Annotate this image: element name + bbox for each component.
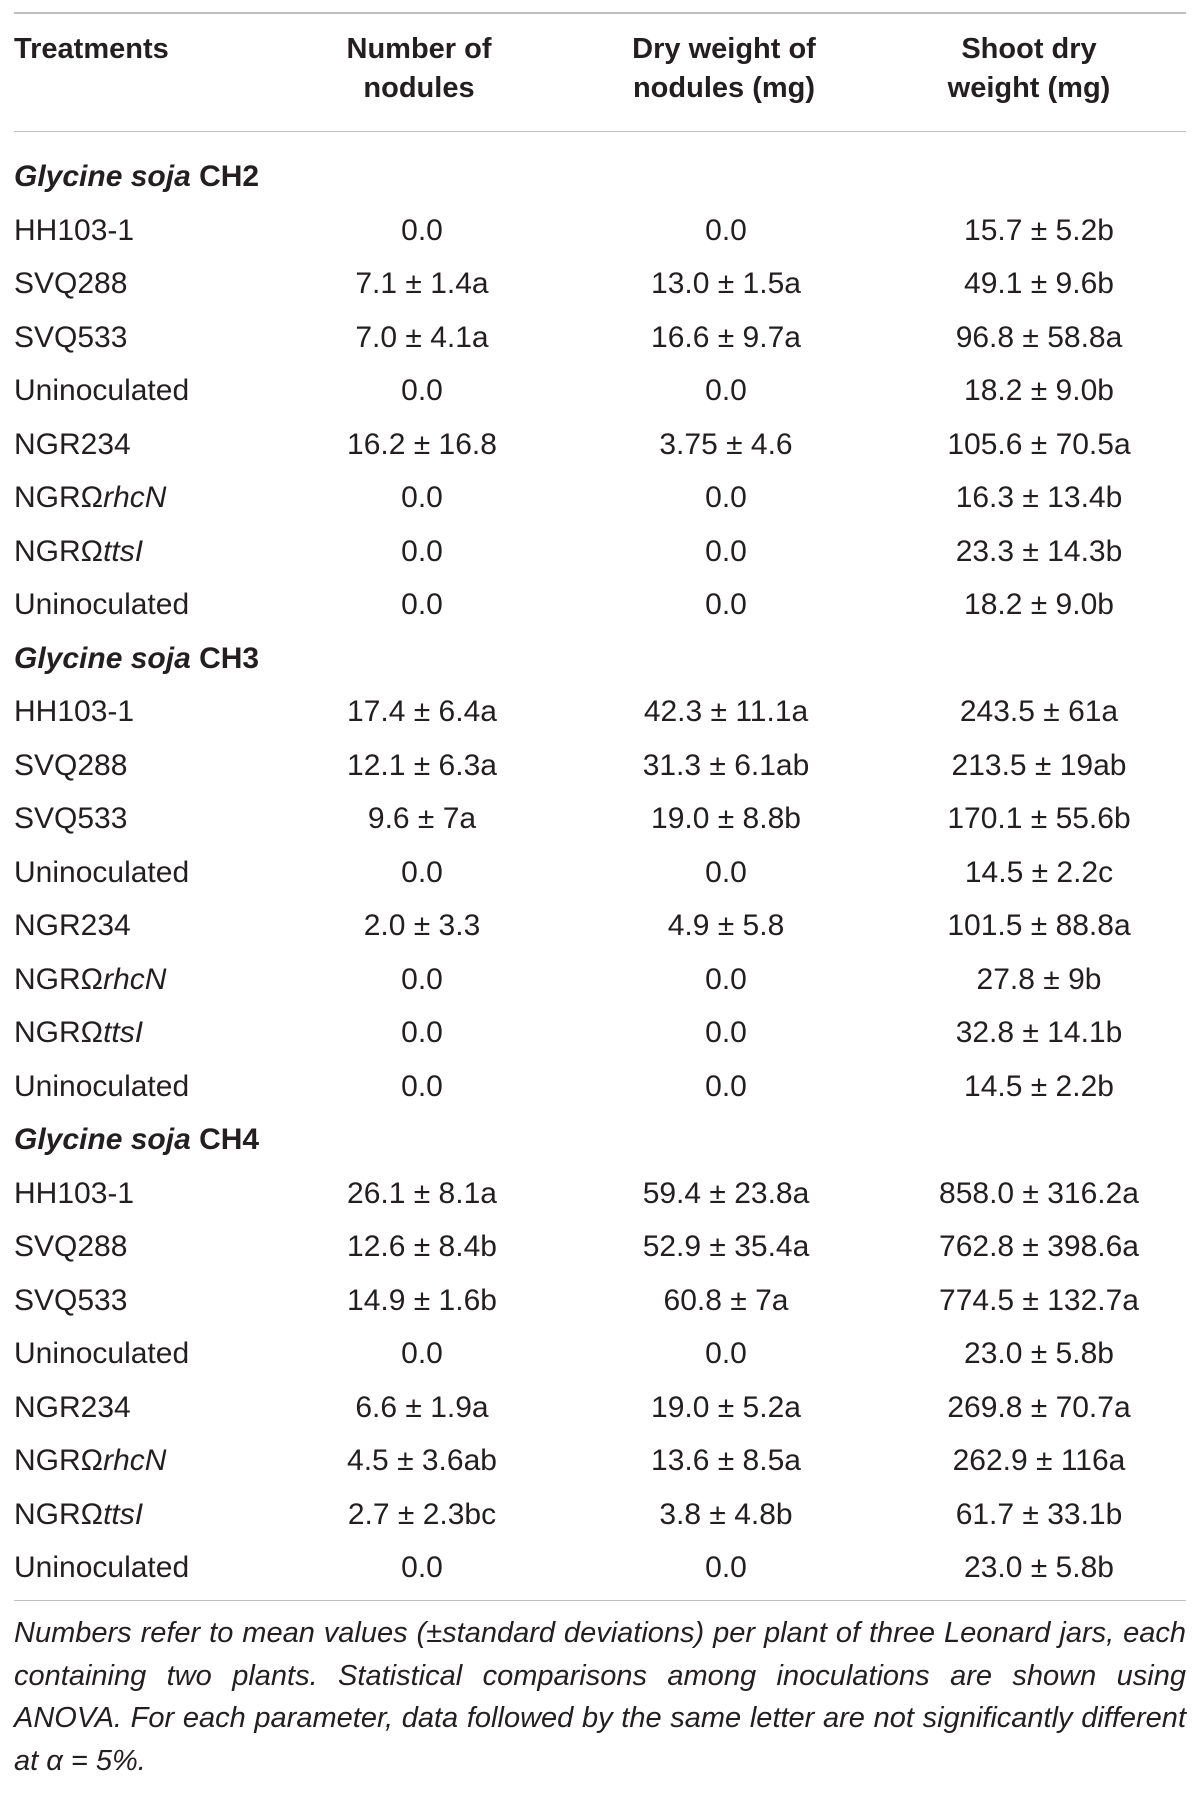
nodule-count-cell: 0.0	[401, 534, 443, 568]
treatment-cell: NGR234	[14, 427, 131, 461]
table-row	[14, 471, 1186, 525]
treatment-cell: SVQ288	[14, 748, 128, 782]
table-row	[14, 685, 1186, 739]
gene-name: rhcN	[103, 481, 167, 514]
table-row	[14, 899, 1186, 953]
table-footnote: Numbers refer to mean values (±standard deviations) per plant of three Leonard jars, each containing two plants. Statistical comparisons among inoculations are shown using ANOVA. For each parameter, data followed by the same letter are not significantly different at α = 5%.	[14, 1617, 1186, 1777]
gene-name: rhcN	[103, 1444, 167, 1477]
treatment-cell: Uninoculated	[14, 374, 190, 407]
strain-prefix: NGRΩ	[14, 1497, 104, 1531]
table-row	[14, 525, 1186, 579]
nodule-count-cell: 2.0 ± 3.3	[363, 909, 481, 942]
table-bottom-rule	[14, 1600, 1186, 1601]
table-row	[14, 578, 1186, 632]
nodule-dry-weight-cell: 59.4 ± 23.8a	[642, 1176, 810, 1210]
nodule-dry-weight-cell: 4.9 ± 5.8	[667, 909, 785, 942]
header-bottom-rule	[14, 131, 1186, 132]
nodule-dry-weight-cell: 13.0 ± 1.5a	[651, 267, 801, 300]
shoot-dry-weight-cell: 23.3 ± 14.3b	[955, 534, 1123, 568]
nodule-dry-weight-cell: 3.75 ± 4.6	[659, 427, 793, 461]
nodule-count-cell: 4.5 ± 3.6ab	[347, 1444, 497, 1477]
nodule-dry-weight-cell: 3.8 ± 4.8b	[659, 1497, 793, 1531]
shoot-dry-weight-cell: 15.7 ± 5.2b	[964, 213, 1114, 247]
shoot-dry-weight-cell: 101.5 ± 88.8a	[947, 909, 1131, 942]
nodule-count-cell: 2.7 ± 2.3bc	[347, 1497, 497, 1531]
shoot-dry-weight-cell: 32.8 ± 14.1b	[955, 1016, 1123, 1049]
table-row	[14, 204, 1186, 258]
nodule-dry-weight-cell: 0.0	[705, 1551, 747, 1584]
nodule-dry-weight-cell: 0.0	[705, 588, 747, 621]
nodule-dry-weight-cell: 0.0	[705, 1016, 747, 1049]
nodule-count-cell: 7.0 ± 4.1a	[355, 320, 489, 354]
shoot-dry-weight-cell: 96.8 ± 58.8a	[955, 320, 1123, 354]
group-label	[14, 1113, 259, 1167]
table-row	[14, 1327, 1186, 1381]
treatment-cell: HH103-1	[14, 695, 135, 728]
nodule-count-cell: 0.0	[401, 213, 443, 247]
shoot-dry-weight-cell: 18.2 ± 9.0b	[964, 588, 1114, 621]
strain-prefix: NGRΩ	[14, 481, 104, 514]
treatment-cell	[14, 1488, 143, 1542]
treatment-cell: Uninoculated	[14, 855, 190, 889]
treatment-cell	[14, 1434, 166, 1488]
nodule-count-cell: 9.6 ± 7a	[367, 802, 477, 835]
nodule-count-cell: 16.2 ± 16.8	[347, 427, 497, 461]
shoot-dry-weight-cell: 170.1 ± 55.6b	[947, 802, 1131, 835]
nodule-dry-weight-cell: 0.0	[705, 481, 747, 514]
treatment-cell	[14, 953, 166, 1007]
nodule-count-cell: 7.1 ± 1.4a	[355, 267, 489, 300]
nodule-dry-weight-cell: 16.6 ± 9.7a	[651, 320, 801, 354]
nodule-count-cell: 0.0	[401, 1337, 443, 1370]
shoot-dry-weight-cell: 774.5 ± 132.7a	[939, 1283, 1139, 1317]
treatment-cell: Uninoculated	[14, 1551, 190, 1584]
species-name: Glycine soja	[14, 1123, 191, 1156]
treatment-cell: SVQ288	[14, 267, 128, 300]
nodule-count-cell: 6.6 ± 1.9a	[355, 1390, 489, 1424]
line-name: CH3	[190, 641, 260, 675]
nodule-dry-weight-cell: 0.0	[705, 1337, 747, 1370]
nodule-count-cell: 12.1 ± 6.3a	[347, 748, 497, 782]
nodule-dry-weight-cell: 0.0	[705, 534, 747, 568]
table-row	[14, 792, 1186, 846]
nodule-dry-weight-cell: 31.3 ± 6.1ab	[642, 748, 810, 782]
shoot-dry-weight-cell: 762.8 ± 398.6a	[939, 1230, 1139, 1263]
shoot-dry-weight-cell: 243.5 ± 61a	[959, 695, 1119, 728]
nodule-count-cell: 0.0	[401, 1016, 443, 1049]
table-top-rule	[14, 12, 1186, 14]
treatment-cell: HH103-1	[14, 1176, 135, 1210]
gene-name: ttsI	[103, 1497, 144, 1531]
shoot-dry-weight-cell: 14.5 ± 2.2c	[964, 855, 1114, 889]
gene-name: ttsI	[103, 534, 144, 568]
nodule-dry-weight-cell: 0.0	[705, 374, 747, 407]
shoot-dry-weight-cell: 23.0 ± 5.8b	[964, 1337, 1114, 1370]
treatment-cell: NGR234	[14, 1390, 131, 1424]
nodule-count-cell: 26.1 ± 8.1a	[347, 1176, 497, 1210]
nodule-count-cell: 0.0	[401, 962, 443, 996]
group-header	[14, 150, 1186, 204]
species-name: Glycine soja	[14, 641, 191, 675]
group-label	[14, 150, 259, 204]
shoot-dry-weight-cell: 213.5 ± 19ab	[951, 748, 1127, 782]
strain-prefix: NGRΩ	[14, 1016, 104, 1049]
treatment-cell: SVQ288	[14, 1230, 128, 1263]
shoot-dry-weight-cell: 269.8 ± 70.7a	[947, 1390, 1131, 1424]
strain-prefix: NGRΩ	[14, 534, 104, 568]
shoot-dry-weight-cell: 16.3 ± 13.4b	[955, 481, 1123, 514]
nodule-dry-weight-cell: 13.6 ± 8.5a	[651, 1444, 801, 1477]
shoot-dry-weight-cell: 18.2 ± 9.0b	[964, 374, 1114, 407]
nodule-count-cell: 0.0	[401, 481, 443, 514]
shoot-dry-weight-cell: 27.8 ± 9b	[976, 962, 1102, 996]
line-name: CH4	[190, 1123, 260, 1156]
treatment-cell: HH103-1	[14, 213, 135, 247]
treatment-cell: Uninoculated	[14, 1069, 190, 1103]
table-row	[14, 1541, 1186, 1595]
table-row	[14, 364, 1186, 418]
strain-prefix: NGRΩ	[14, 962, 104, 996]
table-row	[14, 1274, 1186, 1328]
header-treatments: Treatments	[14, 33, 169, 65]
table-row	[14, 1060, 1186, 1114]
nodule-dry-weight-cell: 0.0	[705, 855, 747, 889]
table-row	[14, 311, 1186, 365]
nodule-count-cell: 12.6 ± 8.4b	[347, 1230, 497, 1263]
table-row	[14, 1381, 1186, 1435]
nodule-dry-weight-cell: 0.0	[705, 213, 747, 247]
nodule-count-cell: 0.0	[401, 855, 443, 889]
table-row	[14, 1220, 1186, 1274]
table-row	[14, 1434, 1186, 1488]
table-row	[14, 1488, 1186, 1542]
nodule-dry-weight-cell: 0.0	[705, 962, 747, 996]
nodule-count-cell: 0.0	[401, 1551, 443, 1584]
shoot-dry-weight-cell: 105.6 ± 70.5a	[947, 427, 1131, 461]
treatment-cell	[14, 525, 143, 579]
header-dry-weight-nodules: Dry weight of nodules (mg)	[632, 33, 816, 104]
treatment-cell: SVQ533	[14, 802, 128, 835]
nodule-dry-weight-cell: 0.0	[705, 1069, 747, 1103]
shoot-dry-weight-cell: 858.0 ± 316.2a	[939, 1176, 1139, 1210]
table-row	[14, 846, 1186, 900]
table-body	[14, 150, 1186, 1595]
nodule-dry-weight-cell: 19.0 ± 8.8b	[651, 802, 801, 835]
table-row	[14, 257, 1186, 311]
nodule-count-cell: 0.0	[401, 1069, 443, 1103]
group-header	[14, 632, 1186, 686]
nodule-count-cell: 17.4 ± 6.4a	[347, 695, 497, 728]
shoot-dry-weight-cell: 14.5 ± 2.2b	[964, 1069, 1114, 1103]
treatment-cell	[14, 471, 166, 525]
gene-name: ttsI	[103, 1016, 144, 1049]
shoot-dry-weight-cell: 49.1 ± 9.6b	[964, 267, 1114, 300]
group-label	[14, 632, 259, 686]
species-name: Glycine soja	[14, 160, 191, 193]
nodule-dry-weight-cell: 60.8 ± 7a	[663, 1283, 789, 1317]
treatment-cell: SVQ533	[14, 320, 128, 354]
table-row	[14, 953, 1186, 1007]
nodule-count-cell: 0.0	[401, 374, 443, 407]
gene-name: rhcN	[103, 962, 167, 996]
header-number-of-nodules: Number of nodules	[346, 33, 492, 104]
table-row	[14, 1006, 1186, 1060]
group-header	[14, 1113, 1186, 1167]
treatment-cell: Uninoculated	[14, 1337, 190, 1370]
treatment-cell: Uninoculated	[14, 588, 190, 621]
nodule-dry-weight-cell: 52.9 ± 35.4a	[642, 1230, 810, 1263]
treatment-cell: NGR234	[14, 909, 131, 942]
nodule-dry-weight-cell: 19.0 ± 5.2a	[651, 1390, 801, 1424]
nodule-count-cell: 0.0	[401, 588, 443, 621]
shoot-dry-weight-cell: 61.7 ± 33.1b	[955, 1497, 1123, 1531]
strain-prefix: NGRΩ	[14, 1444, 104, 1477]
nodule-dry-weight-cell: 42.3 ± 11.1a	[643, 695, 809, 728]
shoot-dry-weight-cell: 262.9 ± 116a	[952, 1444, 1126, 1477]
header-shoot-dry-weight: Shoot dry weight (mg)	[947, 33, 1111, 104]
treatment-cell: SVQ533	[14, 1283, 128, 1317]
table-row	[14, 739, 1186, 793]
table-row	[14, 1167, 1186, 1221]
nodule-count-cell: 14.9 ± 1.6b	[347, 1283, 497, 1317]
shoot-dry-weight-cell: 23.0 ± 5.8b	[964, 1551, 1114, 1584]
table-row	[14, 418, 1186, 472]
line-name: CH2	[190, 160, 260, 193]
treatment-cell	[14, 1006, 143, 1060]
